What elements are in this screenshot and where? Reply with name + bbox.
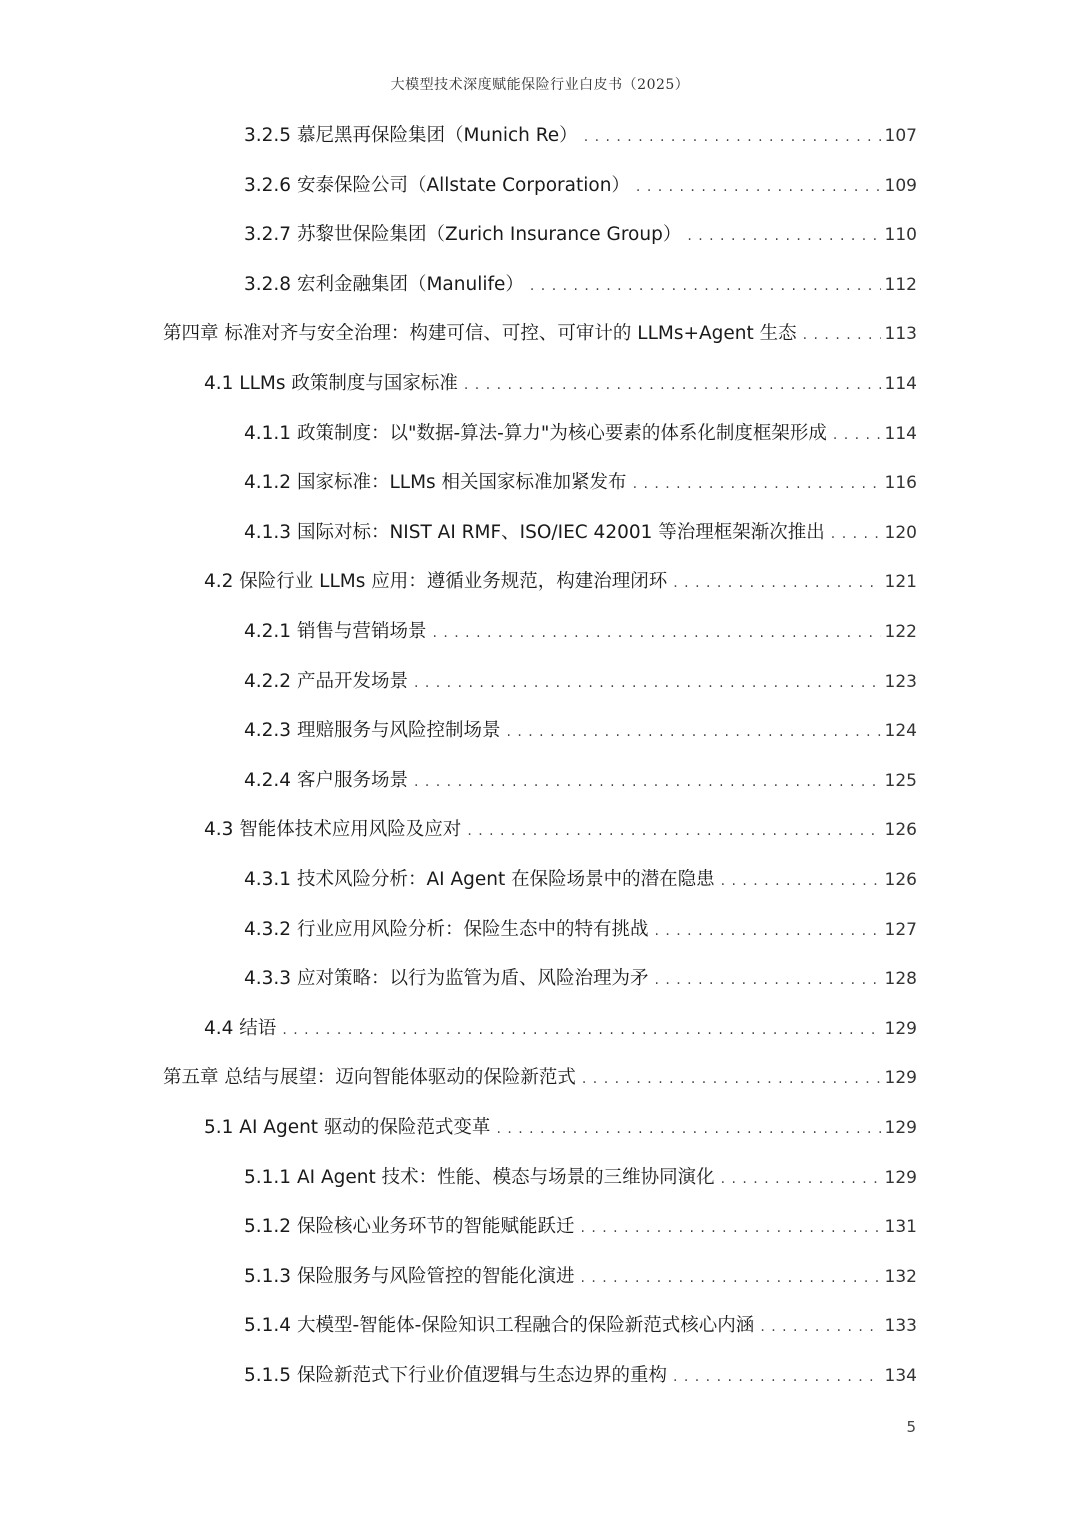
toc-dot-leader — [582, 1071, 881, 1087]
toc-dot-leader — [580, 1220, 880, 1236]
toc-entry-title: 3.2.8 宏利金融集团（Manulife） — [244, 273, 524, 295]
toc-entry[interactable] — [244, 220, 917, 250]
toc-entry-page: 126 — [884, 870, 917, 890]
toc-dot-leader — [580, 1270, 880, 1286]
toc-entry-page: 107 — [884, 126, 917, 146]
toc-entry-title: 5.1.4 大模型-智能体-保险知识工程融合的保险新范式核心内涵 — [244, 1315, 755, 1337]
toc-entry-page: 110 — [884, 225, 917, 246]
toc-entry-title: 4.2 保险行业 LLMs 应用：遵循业务规范，构建治理闭环 — [204, 571, 668, 593]
toc-entry-page: 122 — [884, 622, 917, 642]
toc-entry-page: 129 — [884, 1118, 917, 1138]
page-number: 5 — [906, 1418, 916, 1436]
toc-entry-page: 121 — [884, 572, 917, 593]
toc-entry[interactable] — [244, 865, 917, 895]
toc-entry-page: 114 — [884, 374, 917, 394]
toc-entry-page: 112 — [884, 274, 917, 295]
toc-dot-leader — [654, 923, 880, 939]
toc-entry-title: 第四章 标准对齐与安全治理：构建可信、可控、可审计的 LLMs+Agent 生态 — [163, 323, 797, 345]
toc-entry[interactable] — [204, 567, 917, 597]
toc-entry-title: 3.2.6 安泰保险公司（Allstate Corporation） — [244, 174, 630, 196]
toc-entry[interactable] — [244, 667, 917, 697]
toc-entry[interactable] — [244, 121, 917, 151]
toc-entry-page: 123 — [884, 671, 917, 692]
toc-dot-leader — [721, 1171, 881, 1187]
page-header: 大模型技术深度赋能保险行业白皮书（2025） — [390, 77, 690, 93]
toc-entry-page: 131 — [884, 1217, 917, 1238]
toc-dot-leader — [831, 526, 881, 542]
toc-entry-title: 3.2.7 苏黎世保险集团（Zurich Insurance Group） — [244, 224, 682, 246]
toc-entry-page: 114 — [884, 423, 917, 444]
toc-dot-leader — [833, 427, 881, 443]
toc-entry[interactable] — [163, 1063, 917, 1093]
toc-dot-leader — [496, 1121, 880, 1137]
toc-entry[interactable] — [204, 1014, 917, 1044]
toc-entry-title: 4.2.3 理赔服务与风险控制场景 — [244, 720, 501, 742]
toc-dot-leader — [414, 675, 881, 691]
toc-entry[interactable] — [244, 964, 917, 994]
toc-entry-page: 134 — [884, 1366, 917, 1386]
toc-entry[interactable] — [244, 617, 917, 647]
toc-entry[interactable] — [244, 171, 917, 201]
toc-entry-title: 5.1 AI Agent 驱动的保险范式变革 — [204, 1117, 491, 1138]
toc-entry[interactable] — [244, 1212, 917, 1242]
toc-entry[interactable] — [244, 468, 917, 498]
toc-entry[interactable] — [204, 1113, 917, 1143]
toc-dot-leader — [673, 575, 880, 591]
toc-entry-page: 129 — [884, 1167, 917, 1188]
toc-entry-page: 113 — [884, 324, 917, 345]
toc-entry-title: 4.3.2 行业应用风险分析：保险生态中的特有挑战 — [244, 918, 649, 940]
toc-entry-page: 132 — [884, 1266, 917, 1287]
toc-dot-leader — [282, 1022, 880, 1038]
toc-entry-title: 4.2.2 产品开发场景 — [244, 670, 408, 692]
toc-entry[interactable] — [244, 270, 917, 300]
toc-dot-leader — [673, 1369, 881, 1385]
toc-dot-leader — [530, 278, 881, 294]
toc-entry-title: 4.1.3 国际对标：NIST AI RMF、ISO/IEC 42001 等治理框架渐次推出 — [244, 521, 825, 543]
toc-entry-title: 4.1 LLMs 政策制度与国家标准 — [204, 373, 458, 394]
toc-entry-title: 5.1.1 AI Agent 技术：性能、模态与场景的三维协同演化 — [244, 1166, 715, 1188]
toc-entry[interactable] — [244, 915, 917, 945]
toc-entry-title: 5.1.2 保险核心业务环节的智能赋能跃迁 — [244, 1216, 575, 1238]
toc-entry-page: 116 — [884, 473, 917, 494]
toc-dot-leader — [506, 724, 880, 740]
toc-dot-leader — [432, 625, 880, 641]
toc-entry-page: 120 — [884, 522, 917, 543]
toc-entry-page: 125 — [884, 770, 917, 791]
toc-entry-title: 4.1.2 国家标准：LLMs 相关国家标准加紧发布 — [244, 472, 627, 494]
toc-dot-leader — [464, 377, 881, 393]
toc-entry-page: 126 — [884, 820, 917, 841]
toc-entry-title: 第五章 总结与展望：迈向智能体驱动的保险新范式 — [163, 1067, 576, 1089]
toc-entry[interactable] — [244, 419, 917, 449]
toc-dot-leader — [760, 1319, 880, 1335]
toc-dot-leader — [687, 228, 880, 244]
toc-dot-leader — [584, 129, 881, 145]
toc-entry-page: 129 — [884, 1068, 917, 1089]
toc-dot-leader — [721, 873, 881, 889]
toc-dot-leader — [654, 972, 880, 988]
toc-entry[interactable] — [163, 319, 917, 349]
toc-entry-title: 4.2.1 销售与营销场景 — [244, 621, 427, 642]
toc-entry-page: 129 — [884, 1018, 917, 1039]
toc-entry[interactable] — [204, 815, 917, 845]
toc-entry[interactable] — [244, 766, 917, 796]
toc-entry-title: 4.2.4 客户服务场景 — [244, 769, 408, 791]
toc-entry[interactable] — [244, 1361, 917, 1391]
toc-dot-leader — [633, 476, 881, 492]
toc-entry-page: 128 — [884, 969, 917, 990]
toc-entry[interactable] — [204, 369, 917, 399]
toc-dot-leader — [803, 327, 881, 343]
toc-entry-page: 133 — [884, 1316, 917, 1337]
toc-entry-title: 4.3 智能体技术应用风险及应对 — [204, 819, 462, 841]
toc-entry[interactable] — [244, 1311, 917, 1341]
toc-entry[interactable] — [244, 518, 917, 548]
toc-entry-title: 4.3.1 技术风险分析：AI Agent 在保险场景中的潜在隐患 — [244, 869, 715, 890]
toc-entry-page: 124 — [884, 721, 917, 742]
toc-entry-page: 127 — [884, 919, 917, 940]
toc-dot-leader — [414, 774, 881, 790]
toc-entry-title: 5.1.5 保险新范式下行业价值逻辑与生态边界的重构 — [244, 1365, 667, 1386]
toc-dot-leader — [467, 823, 880, 839]
toc-entry-title: 4.4 结语 — [204, 1017, 277, 1039]
toc-dot-leader — [636, 179, 881, 195]
toc-entry-title: 3.2.5 慕尼黑再保险集团（Munich Re） — [244, 125, 578, 146]
toc-entry[interactable] — [244, 1262, 917, 1292]
toc-entry-page: 109 — [884, 175, 917, 196]
toc-entry-title: 5.1.3 保险服务与风险管控的智能化演进 — [244, 1265, 575, 1287]
toc-entry[interactable] — [244, 1163, 917, 1193]
toc-entry[interactable] — [244, 716, 917, 746]
toc-entry-title: 4.1.1 政策制度：以"数据-算法-算力"为核心要素的体系化制度框架形成 — [244, 422, 827, 444]
toc-entry-title: 4.3.3 应对策略：以行为监管为盾、风险治理为矛 — [244, 968, 649, 990]
